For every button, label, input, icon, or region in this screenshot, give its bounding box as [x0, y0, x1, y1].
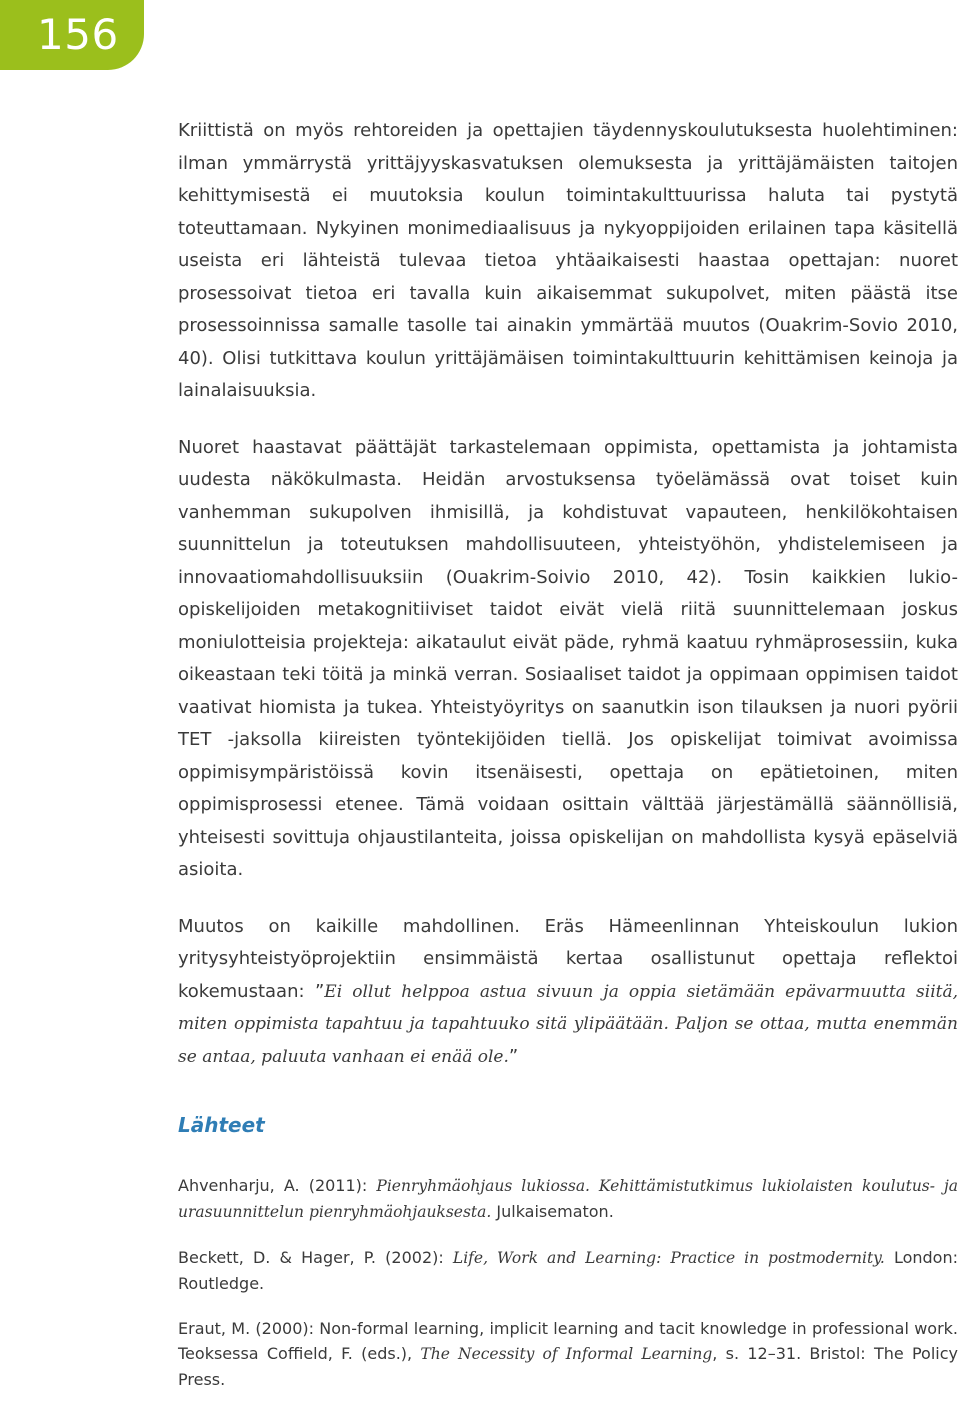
reference-list — [178, 1173, 958, 1392]
body-paragraph-1: Kriittistä on myös rehtoreiden ja opettajien täydennyskoulutuksesta huolehtiminen: ilman ymmärrystä yrittäjyyskasvatuksen olemuksesta ja yrittäjämäisten taitojen kehittymisestä ei muutoksia koulun toimintakulttuurissa haluta tai pystytä toteuttamaan. Nykyinen monimediaalisuus ja nykyoppijoiden erilainen tapa käsitellä useista eri lähteistä tulevaa tietoa yhtäaikaisesti haastaa opettajan: nuoret prosessoivat tietoa eri tavalla kuin aikaisemmat sukupolvet, miten päästä itse prosessoinnissa samalle tasolle tai ainakin ymmärtää muutos (Ouakrim-Sovio 2010, 40). Olisi tutkittava koulun yrittäjämäisen toimintakulttuurin kehittämisen keinoja ja lainalaisuuksia. — [178, 120, 958, 401]
teacher-quote: Ei ollut helppoa astua sivuun ja oppia sietämään epävarmuutta siitä, miten oppimista tapahtuu ja tapahtuuko sitä ylipäätään. Paljon se ottaa, mutta enemmän se antaa, paluuta vanhaan ei enää ole. — [178, 981, 958, 1067]
main-content — [178, 115, 958, 1392]
references-heading: Lähteet — [178, 1113, 265, 1137]
reference-tail: London: Routledge. — [178, 1248, 959, 1293]
reference-item — [178, 1173, 958, 1225]
reference-tail: Julkaisematon. — [491, 1202, 614, 1221]
paragraph-3-close: ” — [508, 1045, 519, 1067]
reference-item — [178, 1245, 958, 1296]
reference-lead: Beckett, D. & Hager, P. (2002): — [178, 1248, 453, 1267]
reference-item — [178, 1316, 958, 1392]
reference-tail: , s. 12–31. Bristol: The Policy Press. — [178, 1344, 958, 1389]
reference-title: Pienryhmäohjaus lukiossa. Kehittämistutkimus lukiolaisten koulutus- ja urasuunnittelun pienryhmäohjauksesta. — [178, 1177, 958, 1221]
reference-lead: Ahvenharju, A. (2011): — [178, 1176, 377, 1195]
reference-lead: Eraut, M. (2000): Non-formal learning, implicit learning and tacit knowledge in professional work. Teoksessa Coffield, F. (eds.), — [178, 1319, 958, 1363]
body-paragraph-2: Nuoret haastavat päättäjät tarkastelemaan oppimista, opettamista ja johtamista uudesta näkökulmasta. Heidän arvostuksensa työelämässä ovat toiset kuin vanhemman sukupolven ihmisillä, ja kohdistuvat vapauteen, henkilökohtaisen suunnittelun ja toteutuksen mahdollisuuteen, yhteistyöhön, yhdistelemiseen ja innovaatiomahdollisuuksiin (Ouakrim-Soivio 2010, 42). Tosin kaikkien lukio-opiskelijoiden metakognitiiviset taidot eivät vielä riitä suunnittelemaan joskus moniulotteisia projekteja: aikataulut eivät päde, ryhmä kaatuu ryhmäprosessiin, kuka oikeastaan teki töitä ja minkä verran. Sosiaaliset taidot ja oppimaan oppimisen taidot vaativat hiomista ja tukea. Yhteistyöyritys on saanutkin ison tilauksen ja nuori pyörii TET -jaksolla kiireisten työntekijöiden tiellä. Jos opiskelijat toimivat avoimissa oppimisympäristöissä kovin itsenäisesti, opettaja on epätietoinen, miten oppimisprosessi etenee. Tämä voidaan osittain välttää järjestämällä säännöllisiä, yhteisesti sovittuja ohjaustilanteita, joissa opiskelijan on mahdollista kysyä epäselviä asioita. — [178, 436, 958, 880]
page-number-badge — [0, 0, 144, 70]
paragraph-3-intro: Muutos on kaikille mahdollinen. Eräs Hämeenlinnan Yhteiskoulun lukion yritysyhteistyöprojektiin ensimmäistä kertaa osallistunut opettaja reflektoi kokemustaan: ” — [178, 915, 958, 1002]
reference-title: The Necessity of Informal Learning — [420, 1345, 713, 1363]
body-paragraph-3 — [178, 911, 958, 1074]
page-number: 156 — [37, 10, 119, 59]
reference-title: Life, Work and Learning: Practice in postmodernity. — [452, 1249, 885, 1267]
